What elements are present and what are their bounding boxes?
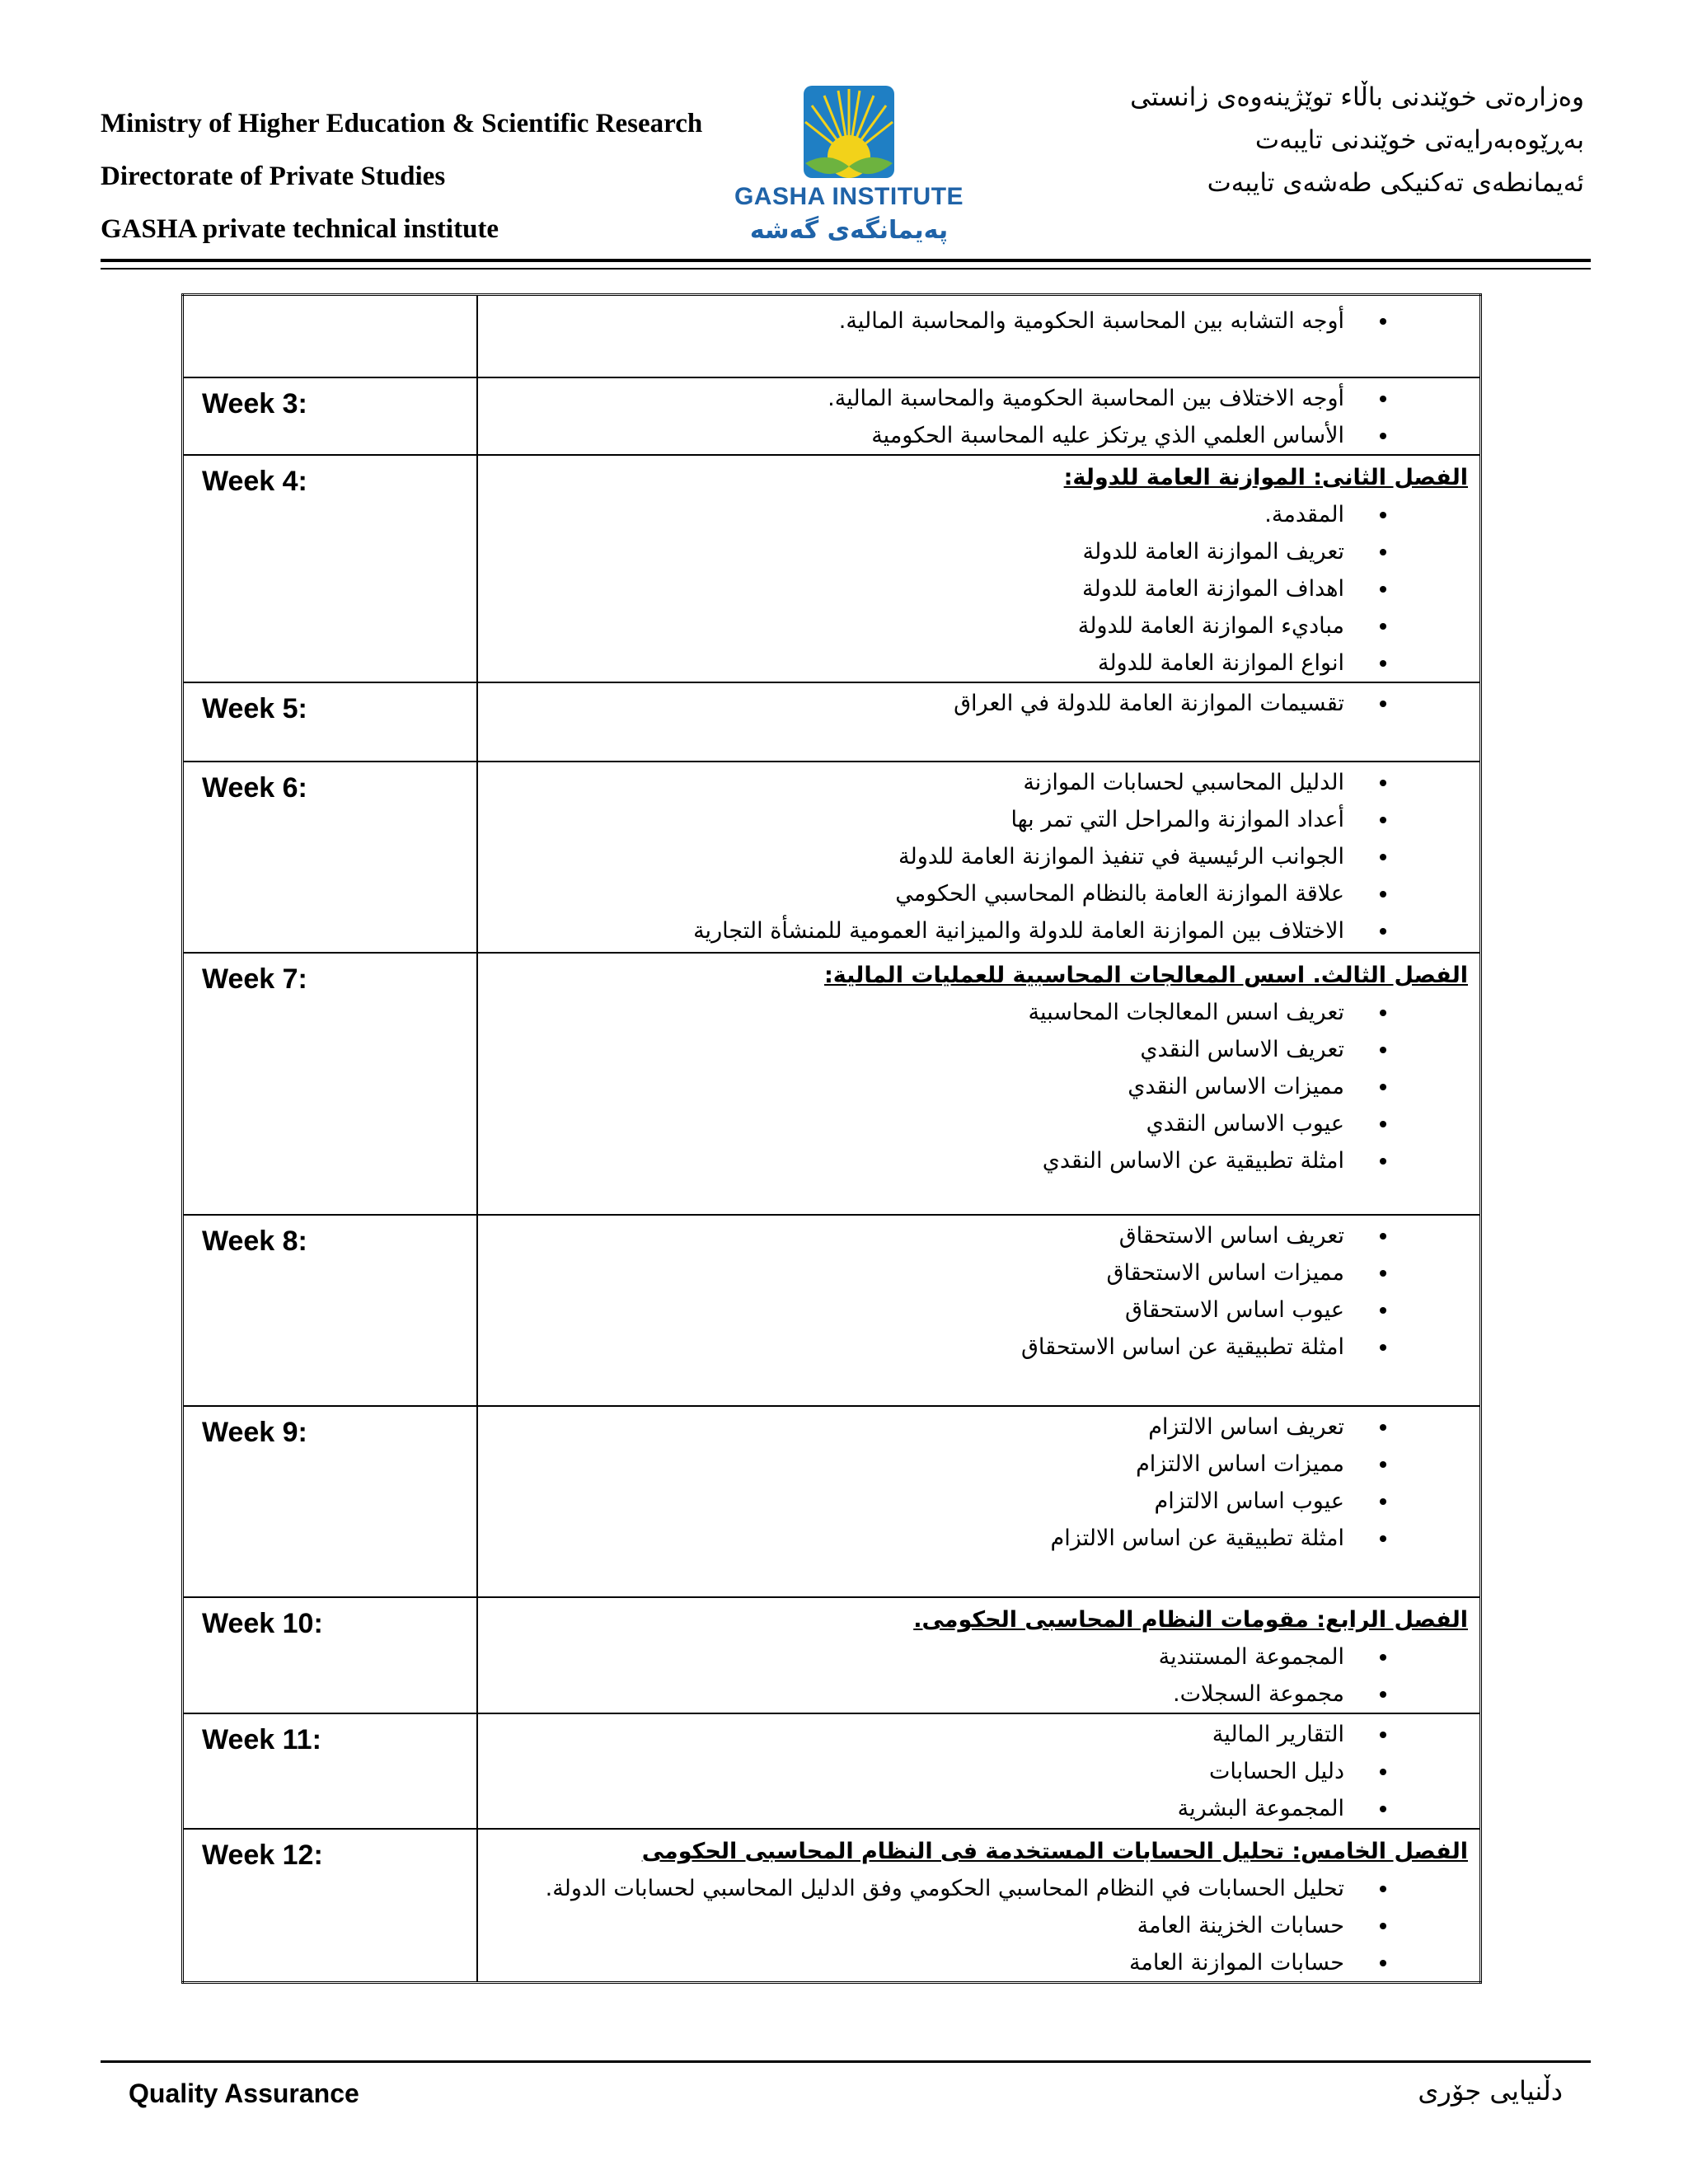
list-item: • تقسيمات الموازنة العامة للدولة في العراق	[478, 685, 1367, 722]
list-item: • التقارير المالية	[478, 1716, 1367, 1753]
logo-subcaption: پەیمانگەی گەشە	[749, 216, 949, 245]
week-content	[477, 953, 1481, 1215]
list-item: • مباديء الموازنة العامة للدولة	[478, 607, 1367, 644]
header-divider-thin	[101, 268, 1591, 269]
week-content	[477, 1713, 1481, 1829]
week-label: Week 8:	[183, 1215, 478, 1406]
list-item: • علاقة الموازنة العامة بالنظام المحاسبي الحكومي	[478, 875, 1367, 912]
week-label: Week 12:	[183, 1829, 478, 1983]
week-label: Week 4:	[183, 455, 478, 682]
header-divider	[101, 259, 1591, 262]
week-content	[477, 295, 1481, 377]
list-item: • عيوب اساس الاستحقاق	[478, 1291, 1367, 1329]
institute-name-kurdish: ئەیمانطەی تەکنیکی طەشەی تایبەت	[1207, 168, 1584, 198]
directorate-name-kurdish: بەڕێوەبەرایەتی خوێندنی تایبەت	[1254, 125, 1584, 155]
list-item: • تعريف اساس الالتزام	[478, 1408, 1367, 1446]
week-label: Week 7:	[183, 953, 478, 1215]
list-item: • عيوب اساس الالتزام	[478, 1483, 1367, 1520]
week-label: Week 6:	[183, 762, 478, 953]
week-content	[477, 1215, 1481, 1406]
ministry-name: Ministry of Higher Education & Scientific Research	[101, 109, 703, 138]
list-item: • المقدمة.	[478, 496, 1367, 533]
week-content	[477, 377, 1481, 455]
list-item: • المجموعة المستندية	[478, 1638, 1367, 1675]
table-row	[183, 1597, 1481, 1713]
directorate-name: Directorate of Private Studies	[101, 162, 446, 191]
weekly-syllabus-table	[181, 293, 1482, 1984]
table-row	[183, 1215, 1481, 1406]
list-item: • الاختلاف بين الموازنة العامة للدولة والميزانية العمومية للمنشأة التجارية	[478, 912, 1367, 949]
week-label	[183, 295, 478, 377]
list-item: • تعريف الاساس النقدي	[478, 1031, 1367, 1068]
institute-name: GASHA private technical institute	[101, 214, 499, 244]
quality-assurance-label: Quality Assurance	[129, 2079, 359, 2108]
chapter-heading: الفصل الرابع: مقومات النظام المحاسبى الحكومى.	[913, 1606, 1468, 1633]
table-row	[183, 953, 1481, 1215]
list-item: • الجوانب الرئيسية في تنفيذ الموازنة العامة للدولة	[478, 838, 1367, 875]
chapter-heading: الفصل الثالث. اسس المعالجات المحاسبية للعمليات المالية:	[823, 962, 1468, 988]
ministry-header	[101, 97, 702, 255]
ministry-header-kurdish	[1130, 76, 1584, 204]
list-item: • حسابات الخزينة العامة	[478, 1907, 1367, 1944]
list-item: • الدليل المحاسبي لحسابات الموازنة	[478, 764, 1367, 801]
list-item: • مجموعة السجلات.	[478, 1675, 1367, 1713]
table-row	[183, 455, 1481, 682]
week-content	[477, 455, 1481, 682]
week-label: Week 11:	[183, 1713, 478, 1829]
week-content	[477, 762, 1481, 953]
table-row	[183, 295, 1481, 377]
list-item: • اهداف الموازنة العامة للدولة	[478, 570, 1367, 607]
chapter-heading: الفصل الخامس: تحليل الحسابات المستخدمة فى النظام المحاسبى الحكومى	[641, 1838, 1468, 1864]
list-item: • مميزات اساس الاستحقاق	[478, 1254, 1367, 1291]
list-item: • امثلة تطبيقية عن اساس الالتزام	[478, 1520, 1367, 1557]
list-item: • أوجه الاختلاف بين المحاسبة الحكومية والمحاسبة المالية.	[478, 380, 1367, 417]
quality-assurance-label-kurdish: دڵنیایی جۆری	[1418, 2075, 1563, 2107]
week-content	[477, 682, 1481, 762]
list-item: • مميزات اساس الالتزام	[478, 1446, 1367, 1483]
list-item: • امثلة تطبيقية عن اساس الاستحقاق	[478, 1329, 1367, 1366]
list-item: • انواع الموازنة العامة للدولة	[478, 644, 1367, 682]
ministry-name-kurdish: وەزارەتی خوێندنی باڵاء توێژینەوەی زانستی	[1130, 82, 1584, 112]
logo-caption: GASHA INSTITUTE	[734, 183, 964, 210]
list-item: • تعريف اسس المعالجات المحاسبية	[478, 994, 1367, 1031]
list-item: • المجموعة البشرية	[478, 1790, 1367, 1827]
table-row	[183, 762, 1481, 953]
list-item: • تعريف اساس الاستحقاق	[478, 1217, 1367, 1254]
table-row	[183, 1829, 1481, 1983]
list-item: • تحليل الحسابات في النظام المحاسبي الحكومي وفق الدليل المحاسبي لحسابات الدولة.	[478, 1870, 1367, 1907]
list-item: • حسابات الموازنة العامة	[478, 1944, 1367, 1981]
table-row	[183, 1713, 1481, 1829]
list-item: • مميزات الاساس النقدي	[478, 1068, 1367, 1105]
week-content	[477, 1406, 1481, 1597]
list-item: • تعريف الموازنة العامة للدولة	[478, 533, 1367, 570]
week-content	[477, 1597, 1481, 1713]
week-content	[477, 1829, 1481, 1983]
chapter-heading: الفصل الثانى: الموازنة العامة للدولة:	[1063, 464, 1468, 490]
footer-divider	[101, 2060, 1591, 2063]
week-label: Week 10:	[183, 1597, 478, 1713]
list-item: • الأساس العلمي الذي يرتكز عليه المحاسبة الحكومية	[478, 417, 1367, 454]
week-label: Week 3:	[183, 377, 478, 455]
table-row	[183, 1406, 1481, 1597]
table-row	[183, 682, 1481, 762]
list-item: • أوجه التشابه بين المحاسبة الحكومية والمحاسبة المالية.	[478, 302, 1367, 340]
list-item: • عيوب الاساس النقدي	[478, 1105, 1367, 1142]
table-row	[183, 377, 1481, 455]
list-item: • دليل الحسابات	[478, 1753, 1367, 1790]
week-label: Week 5:	[183, 682, 478, 762]
list-item: • امثلة تطبيقية عن الاساس النقدي	[478, 1142, 1367, 1179]
list-item: • أعداد الموازنة والمراحل التي تمر بها	[478, 801, 1367, 838]
week-label: Week 9:	[183, 1406, 478, 1597]
